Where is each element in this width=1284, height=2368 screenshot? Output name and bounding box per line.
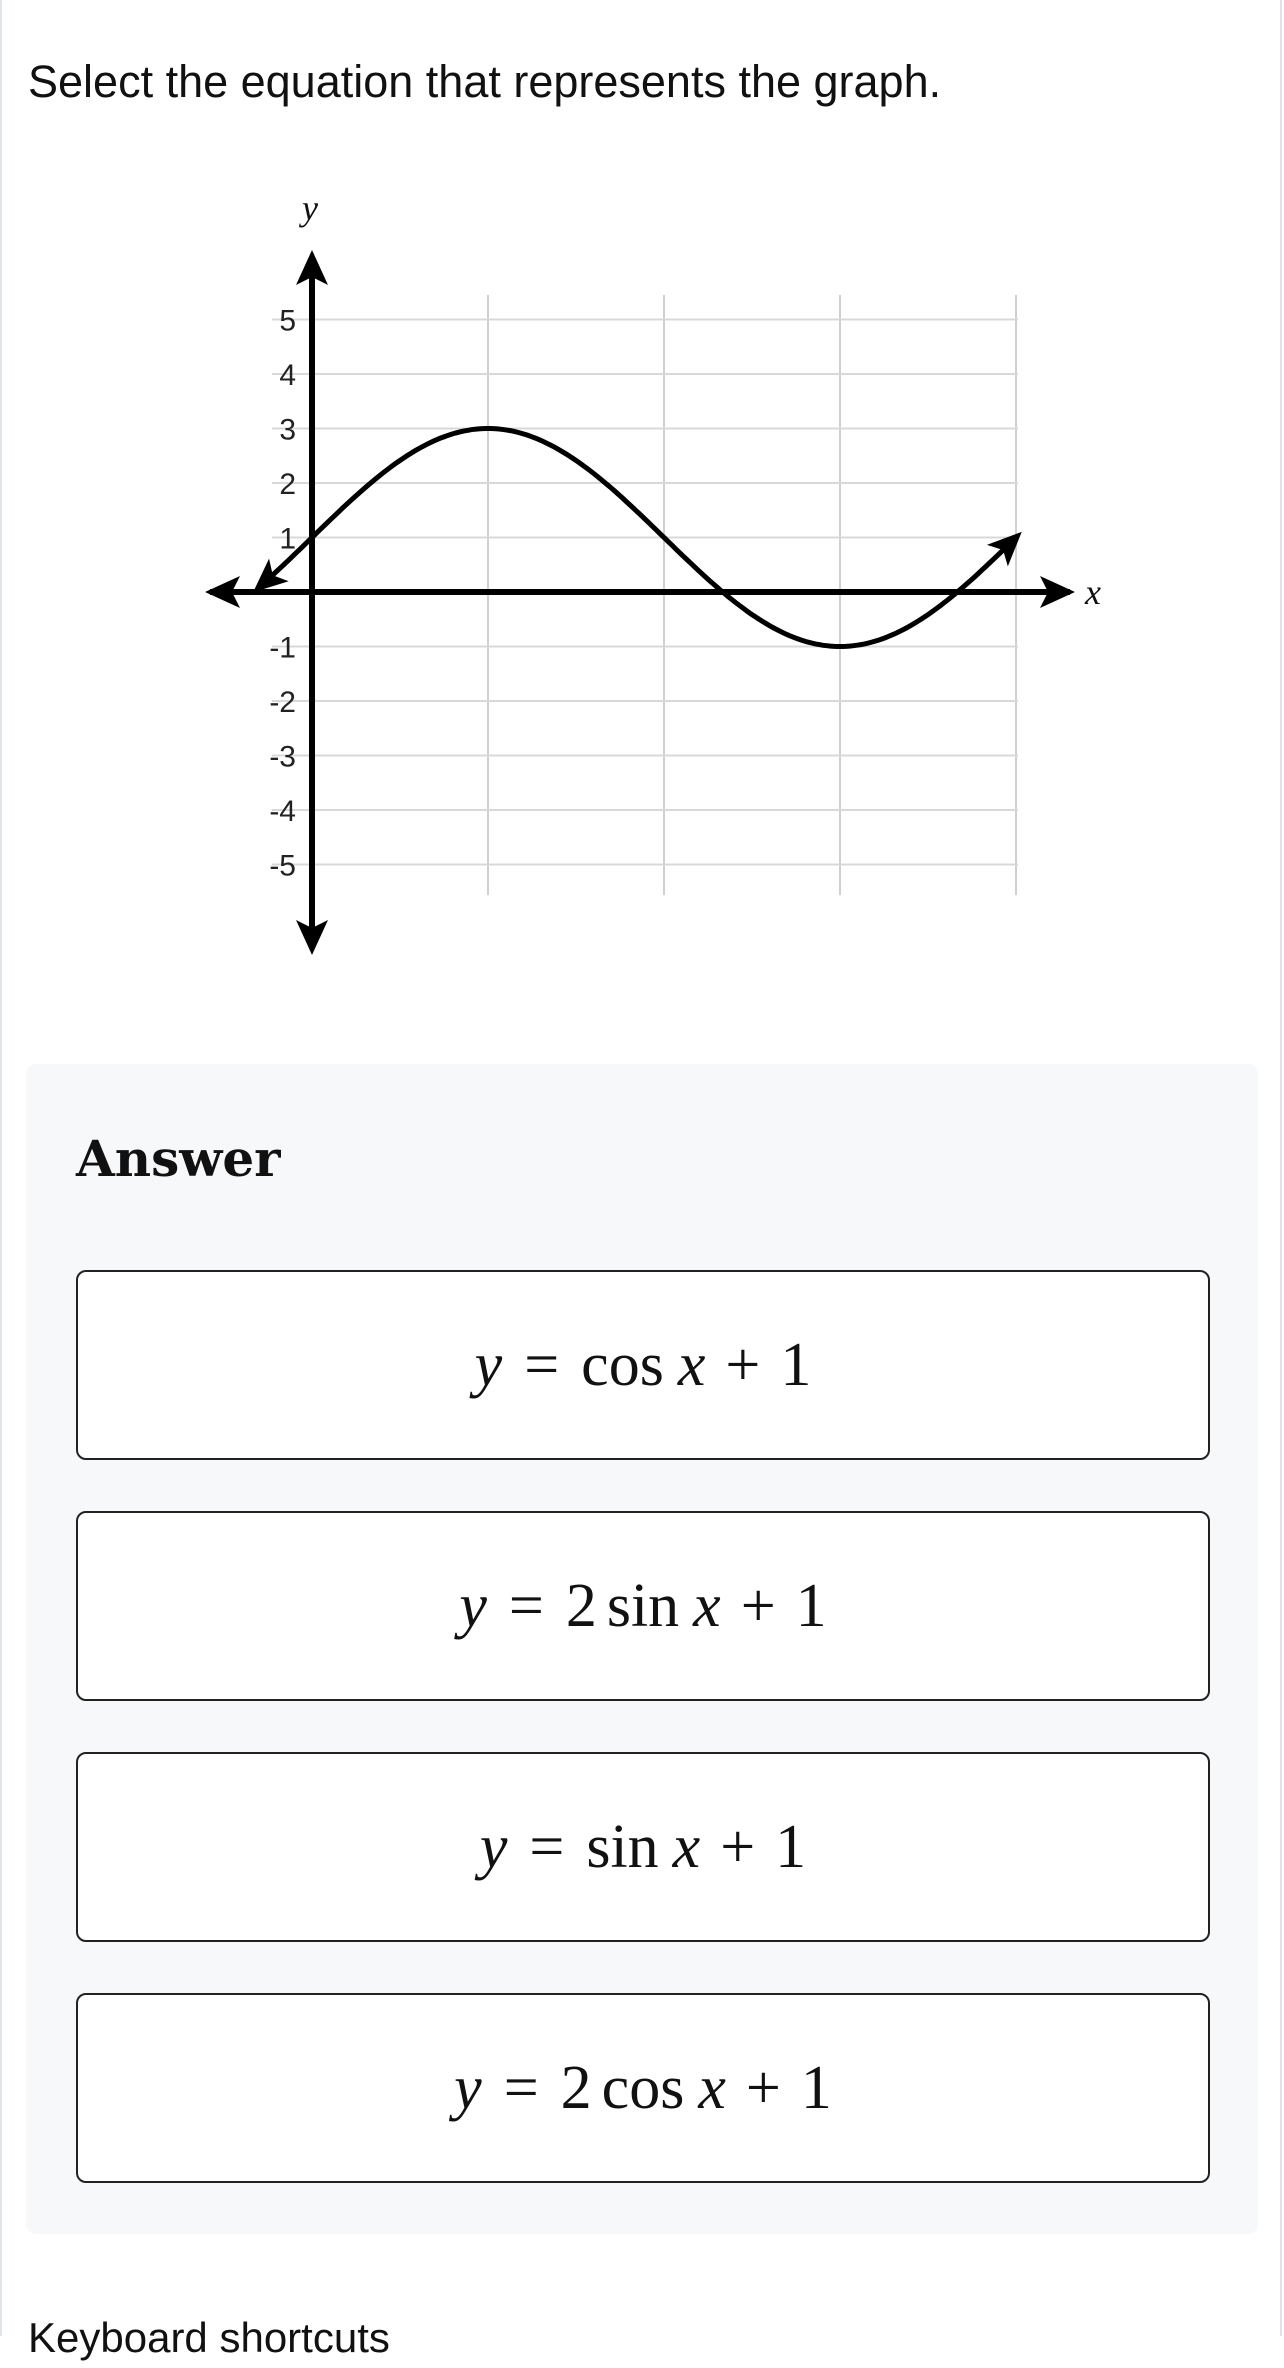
option-function: cos: [601, 2053, 685, 2122]
option-function: cos: [581, 1330, 664, 1399]
option-constant: 1: [780, 1330, 812, 1399]
option-constant: 1: [775, 1812, 807, 1881]
option-plus: +: [720, 1812, 756, 1881]
y-tick-label: -5: [269, 849, 296, 883]
option-variable: x: [677, 1330, 706, 1399]
option-variable: x: [672, 1812, 701, 1881]
answer-option-cos-x-plus-1[interactable]: [76, 1270, 1210, 1460]
option-variable: x: [693, 1571, 721, 1640]
answer-title: Answer: [76, 1129, 281, 1188]
y-tick-label: 3: [279, 413, 296, 447]
option-constant: 1: [795, 1571, 827, 1640]
option-lhs: y: [459, 1571, 487, 1640]
question-prompt: Select the equation that represents the graph.: [28, 56, 942, 107]
sine-graph: [190, 180, 1120, 970]
y-tick-label: 1: [279, 522, 296, 556]
option-equals: =: [529, 1812, 565, 1881]
answer-option-sin-x-plus-1[interactable]: [76, 1752, 1210, 1942]
option-equals: =: [524, 1330, 560, 1399]
option-equals: =: [508, 1571, 544, 1640]
x-axis-label: x: [1085, 572, 1101, 612]
option-function: sin: [606, 1571, 680, 1640]
y-tick-label: -4: [269, 795, 296, 828]
y-tick-label: -1: [269, 631, 296, 665]
option-coefficient: 2: [560, 2053, 592, 2122]
option-variable: x: [698, 2053, 726, 2122]
keyboard-shortcuts-link[interactable]: Keyboard shortcuts: [28, 2314, 390, 2361]
option-lhs: y: [479, 1812, 508, 1881]
answer-option-2-cos-x-plus-1[interactable]: [76, 1993, 1210, 2183]
option-lhs: y: [454, 2053, 482, 2122]
option-lhs: y: [474, 1330, 503, 1399]
option-plus: +: [745, 2053, 781, 2122]
option-function: sin: [586, 1812, 659, 1881]
answer-option-2-sin-x-plus-1[interactable]: [76, 1511, 1210, 1701]
y-tick-label: 4: [279, 359, 296, 392]
y-tick-label: -2: [269, 686, 296, 719]
option-coefficient: 2: [565, 1571, 597, 1640]
answer-panel: [26, 1064, 1258, 2234]
option-plus: +: [740, 1571, 776, 1640]
option-constant: 1: [800, 2053, 832, 2122]
option-plus: +: [725, 1330, 761, 1399]
y-tick-label: 2: [279, 468, 296, 501]
y-tick-label: 5: [279, 304, 296, 338]
option-equals: =: [503, 2053, 539, 2122]
y-tick-label: -3: [269, 740, 296, 774]
y-axis-label: y: [302, 188, 318, 228]
